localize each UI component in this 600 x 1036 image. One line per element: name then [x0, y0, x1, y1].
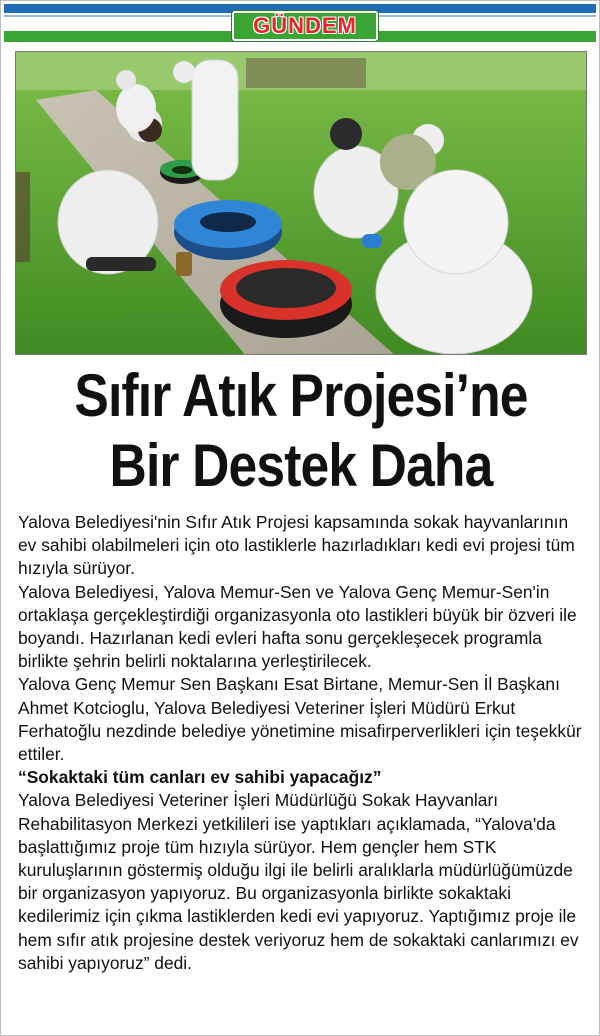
paint-can: [176, 252, 192, 276]
photo-illustration: [16, 52, 587, 355]
paragraph-2: Yalova Belediyesi, Yalova Memur-Sen ve Yalova Genç Memur-Sen'in ortaklaşa gerçekleştirdiği organizasyonla oto lastikleri büyük bir özveri ile boyandı. Hazırlanan kedi evleri hafta sonu gerçekleşecek programla birlikte şehrin belirli noktalarına yerleştirilecek.: [18, 581, 577, 672]
section-label: GÜNDEM: [253, 13, 357, 38]
section-header: [4, 4, 596, 42]
section-label-box: [232, 11, 378, 41]
paragraph-3: Yalova Genç Memur Sen Başkanı Esat Birtane, Memur-Sen İl Başkanı Ahmet Kotcioglu, Yalova Belediyesi Veteriner İşleri Müdürü Erkut Ferhatoğlu nezdinde belediye yönetimine misafirperverlikleri için teşekkür ettiler.: [18, 674, 582, 765]
debris-pile: [246, 58, 366, 88]
headline-line-2: Bir Destek Daha: [109, 432, 493, 499]
paragraph-4: Yalova Belediyesi Veteriner İşleri Müdürlüğü Sokak Hayvanları Rehabilitasyon Merkezi yetkilileri ise yaptıkları açıklamada, “Yalova'da başlattığımız proje tüm hızıyla sürüyor. Hem gençler hem STK kuruluşlarının göstermiş olduğu ilgi ile belirli aralıklarla müdürlüğümüzde bir organizasyon yapıyoruz. Bu organizasyonla birlikte sokaktaki kedilerimiz için çıkma lastiklerden kedi evi yapıyoruz. Yaptığımız proje ile hem sıfır atık projesine destek veriyoruz hem de sokaktaki canlarımızı ev sahibi yapıyoruz” dedi.: [18, 790, 579, 973]
article-body: [18, 511, 588, 975]
paragraph-1: Yalova Belediyesi'nin Sıfır Atık Projesi kapsamında sokak hayvanlarının ev sahibi olabilmeleri için oto lastiklerle hazırladıkları kedi evi projesi tüm hızıyla sürüyor.: [18, 512, 575, 579]
headline: [9, 361, 593, 501]
news-photo: [15, 51, 587, 355]
tree-trunk: [16, 172, 30, 262]
subheading: “Sokaktaki tüm canları ev sahibi yapacağız”: [18, 767, 382, 788]
headline-line-1: Sıfır Atık Projesi’ne: [74, 362, 528, 429]
